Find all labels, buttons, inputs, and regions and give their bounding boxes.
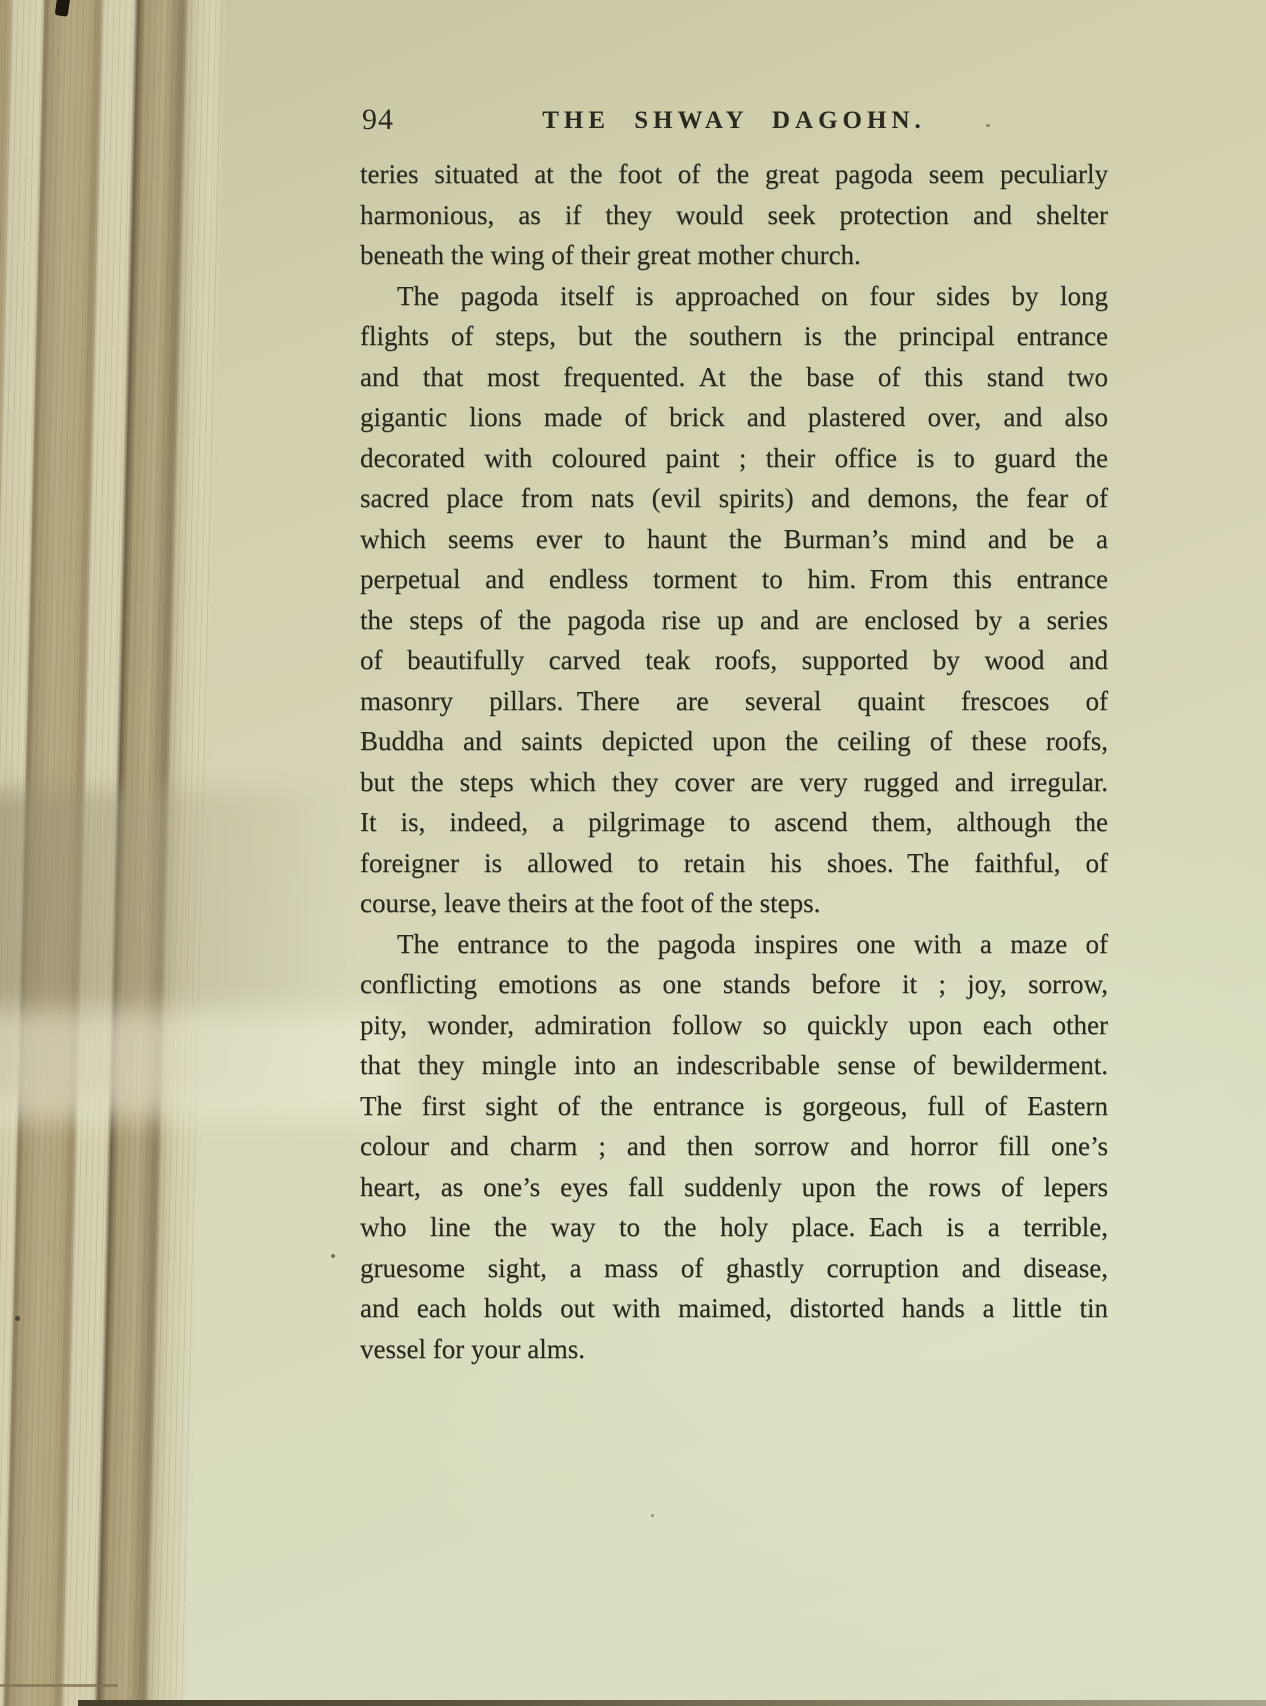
text-line: gruesome sight, a mass of ghastly corruption and disease,: [360, 1252, 1108, 1283]
text-line: colour and charm ; and then sorrow and horror fill one’s: [360, 1131, 1108, 1161]
text-line: heart, as one’s eyes fall suddenly upon the rows of lepers: [360, 1171, 1108, 1202]
text-line: which seems ever to haunt the Burman’s mind and be a: [360, 523, 1108, 554]
text-line: course, leave theirs at the foot of the steps.: [360, 888, 821, 918]
text-line: but the steps which they cover are very rugged and irregular.: [360, 766, 1108, 797]
text-body: [360, 154, 1108, 1369]
text-line: and that most frequented. At the base of this stand two: [360, 361, 1108, 392]
text-line: conflicting emotions as one stands before it ; joy, sorrow,: [360, 969, 1108, 999]
text-line: harmonious, as if they would seek protection and shelter: [360, 199, 1108, 230]
page-header: [360, 101, 1108, 141]
text-line: The first sight of the entrance is gorgeous, full of Eastern: [360, 1090, 1108, 1121]
text-line: of beautifully carved teak roofs, supported by wood and: [360, 645, 1108, 675]
text-line: sacred place from nats (evil spirits) and demons, the fear of: [360, 483, 1108, 513]
paragraph: [360, 154, 1108, 276]
text-line: and each holds out with maimed, distorted hands a little tin: [360, 1293, 1108, 1323]
ink-speck: [331, 1254, 335, 1258]
paragraph: [360, 276, 1108, 924]
text-line: vessel for your alms.: [360, 1333, 585, 1364]
running-title: THE SHWAY DAGOHN.: [542, 107, 926, 134]
text-line: foreigner is allowed to retain his shoes. The faithful, of: [360, 847, 1108, 878]
text-line: beneath the wing of their great mother church.: [360, 240, 861, 270]
text-line: teries situated at the foot of the great pagoda seem peculiarly: [360, 159, 1108, 189]
page-bottom-crease: [0, 1684, 118, 1687]
ink-speck: [15, 1316, 20, 1321]
text-line: that they mingle into an indescribable sense of bewilderment.: [360, 1050, 1108, 1080]
text-line: the steps of the pagoda rise up and are enclosed by a series: [360, 604, 1108, 635]
text-line: flights of steps, but the southern is the principal entrance: [360, 321, 1108, 351]
text-line: masonry pillars. There are several quaint frescoes of: [360, 685, 1108, 716]
text-line: The pagoda itself is approached on four sides by long: [397, 280, 1108, 311]
text-line: pity, wonder, admiration follow so quickly upon each other: [360, 1009, 1108, 1040]
text-line: who line the way to the holy place. Each is a terrible,: [360, 1212, 1108, 1242]
text-line: gigantic lions made of brick and plastered over, and also: [360, 402, 1108, 432]
scan-smear-light: [0, 1010, 400, 1120]
text-line: decorated with coloured paint ; their office is to guard the: [360, 442, 1108, 473]
text-line: It is, indeed, a pilgrimage to ascend them, although the: [360, 807, 1108, 837]
page-bottom-edge-shadow: [78, 1700, 1266, 1706]
ink-speck: [651, 1514, 654, 1517]
text-line: The entrance to the pagoda inspires one with a maze of: [397, 928, 1108, 959]
page-number: 94: [362, 103, 394, 136]
ink-speck: [986, 124, 990, 127]
text-line: Buddha and saints depicted upon the ceiling of these roofs,: [360, 726, 1108, 756]
text-line: perpetual and endless torment to him. From this entrance: [360, 564, 1108, 594]
paragraph: [360, 924, 1108, 1370]
